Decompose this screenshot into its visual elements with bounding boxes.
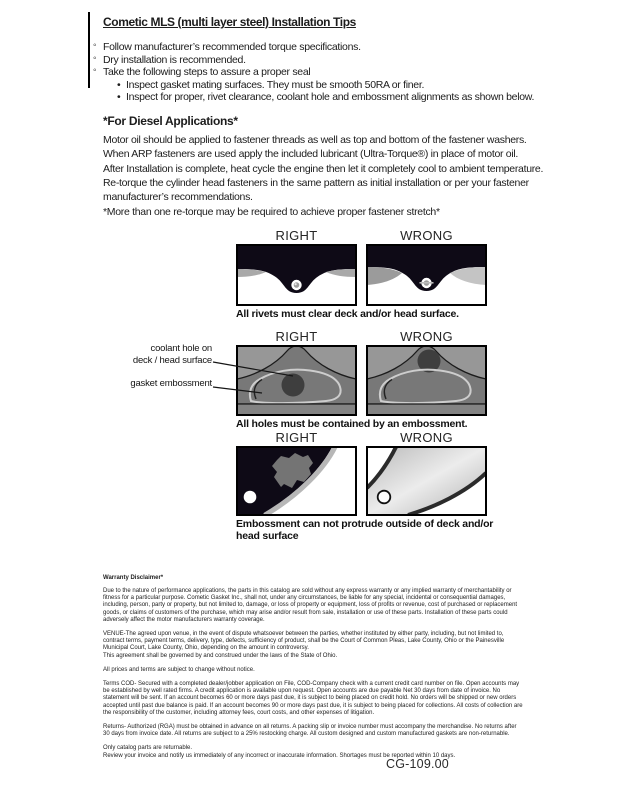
list-item [117, 79, 563, 92]
tip-text: Follow manufacturer’s recommended torque specifications. [103, 41, 361, 53]
list-item [93, 41, 563, 54]
retorque-note: *More than one re-torque may be required to achieve proper fastener stretch* [103, 206, 440, 218]
rivet-wrong-diagram [366, 244, 487, 306]
legal-paragraph: Returns- Authorized (RGA) must be obtained in advance on all returns. A packing slip or invoice number must accompany the merchandise. No returns after 30 days from invoice date. All returns are subject to a 25% restocking charge. All custom designed and custom manufactured gaskets are non-returnable. [103, 724, 517, 738]
holes-caption: All holes must be contained by an embossment. [236, 418, 468, 430]
list-item [117, 91, 563, 104]
left-border-rule [88, 12, 90, 88]
rivets-caption: All rivets must clear deck and/or head surface. [236, 308, 459, 320]
diagram-row-rivets [236, 228, 496, 321]
list-item [93, 66, 563, 79]
gasket-embossment-callout: gasket embossment [130, 378, 212, 389]
right-label: RIGHT [275, 430, 318, 445]
diesel-paragraph: After Installation is complete, heat cycle the engine then let it completely cool to ambient temperature. Re-torque the cylinder head fasteners in the same pattern as initial installation or per your fastener manufacturer’s recommendations. [103, 163, 544, 203]
diesel-applications-heading: *For Diesel Applications* [103, 114, 238, 128]
legal-paragraph: Terms COD- Secured with a completed dealer/jobber application on File, COD-Company check with a current credit card number on file. Open accounts may be established by well rated firms. A credit application is available upon request. Open accounts are due payable Net 30 days from date of invoice. No statement will be sent. If an account becomes 60 or more days past due, it is subject to being placed on credit hold. No orders will be shipped or new orders accepted until past due balance is paid. If an account becomes 90 or more days past due, it is subject to being placed for collections. All costs of collection are the responsibility of the customer, including attorney fees, court costs, and other expenses of litigation. [103, 681, 523, 716]
callout-text: coolant hole on [150, 343, 212, 354]
wrong-label: WRONG [400, 228, 453, 243]
legal-paragraph: Review your invoice and notify us immediately of any incorrect or inaccurate information. Shortages must be reported within 10 days. [103, 752, 456, 759]
legal-paragraph: All prices and terms are subject to change without notice. [103, 666, 255, 673]
right-label: RIGHT [275, 329, 318, 344]
diesel-paragraph: Motor oil should be applied to fastener threads as well as top and bottom of the fastener washers. When ARP fasteners are used apply the included lubricant (Ultra-Torque®) in place of motor oil. [103, 134, 527, 160]
tip-text: Take the following steps to assure a proper seal [103, 66, 311, 78]
diagram-row-embossment [236, 430, 496, 542]
page-title: Cometic MLS (multi layer steel) Installation Tips [103, 15, 356, 29]
tip-text: Dry installation is recommended. [103, 53, 246, 66]
callout-pointer-lines [212, 355, 300, 401]
legal-paragraph: Due to the nature of performance applications, the parts in this catalog are sold without any express warranty or any implied warranty of merchantability or fitness for a particular purpose. Cometic Gasket Inc., shall not, under any circumstances, be liable for any special, incidental or consequential damages, including, person, party or property, but not limited to, damage, or loss of property or equipment, loss of profits or revenue, cost of purchased or replacement goods, or claims of customers of the purchase, which may arise and/or result from sale, installation or use of these parts. Installation of these parts could adversely affect the motor manufacturers warranty coverage. [103, 588, 518, 623]
legal-paragraph: VENUE-The agreed upon venue, in the event of dispute whatsoever between the parties, whether instituted by either party, including, but not limited to, contract terms, payment terms, delivery, type, defects, sufficiency of product, shall be the Court of Common Pleas, Lake County, Ohio or the Painesville Municipal Court, Lake County, Ohio, depending on the amount in controversy. [103, 631, 505, 652]
wrong-label: WRONG [400, 329, 453, 344]
list-item [93, 54, 563, 67]
rivet-right-diagram [236, 244, 357, 306]
embossment-right-diagram [236, 446, 357, 516]
embossment-wrong-diagram [366, 446, 487, 516]
legal-paragraph: This agreement shall be governed by and construed under the laws of the State of Ohio. [103, 652, 338, 659]
installation-tips-list [93, 41, 563, 104]
legal-paragraph: Only catalog parts are returnable. [103, 745, 193, 752]
tip-text: Inspect gasket mating surfaces. They must be smooth 50RA or finer. [126, 78, 425, 91]
embossment-caption: Embossment can not protrude outside of deck and/or head surface [236, 518, 494, 542]
coolant-hole-callout [96, 343, 212, 366]
page-number: CG-109.00 [386, 757, 449, 771]
callout-text: deck / head surface [132, 354, 212, 366]
right-label: RIGHT [275, 228, 318, 243]
coolant-hole-wrong-diagram [366, 345, 487, 416]
tip-text: Inspect for proper, rivet clearance, coolant hole and embossment alignments as shown below. [126, 91, 535, 103]
warranty-disclaimer-heading: Warranty Disclaimer* [103, 575, 164, 581]
legal-fine-print [103, 575, 523, 767]
wrong-label: WRONG [400, 430, 453, 445]
